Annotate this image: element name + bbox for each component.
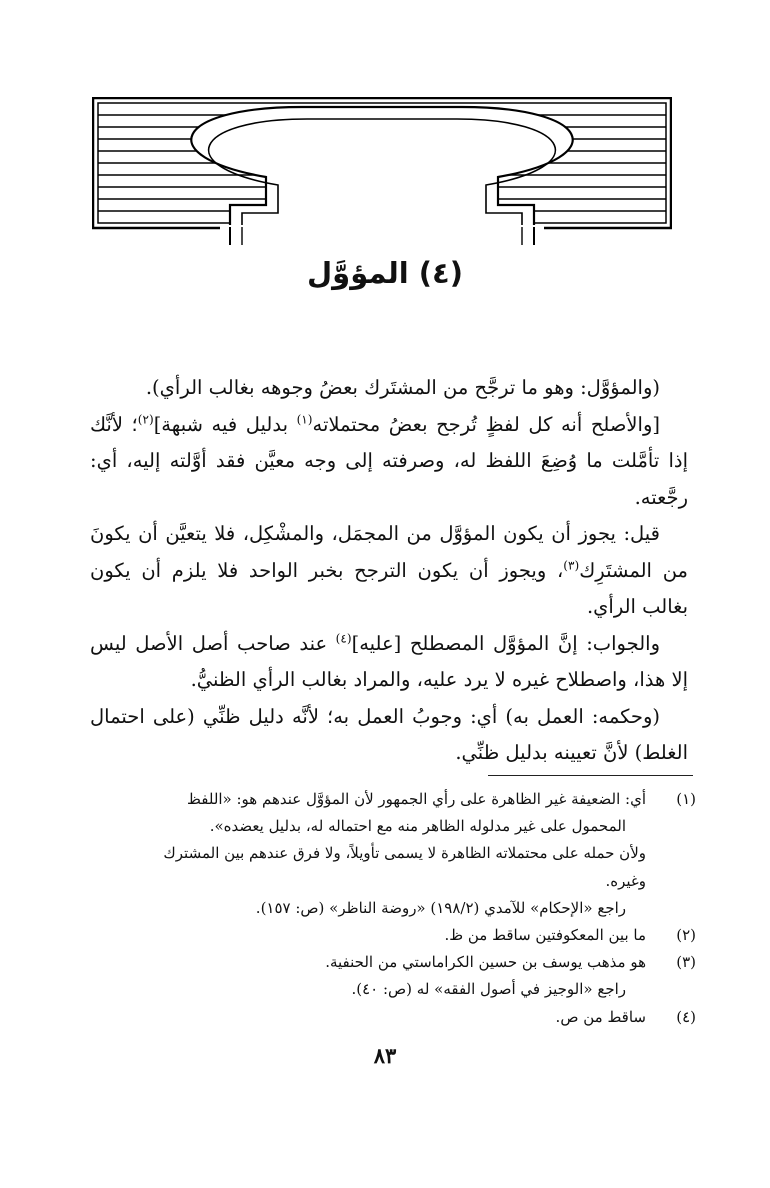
footnote-4 (76, 1004, 696, 1031)
text-run: [والأصلح أنه كل لفظٍ تُرجح بعضُ محتملاته (312, 412, 660, 436)
footnote-line: أي: الضعيفة غير الظاهرة على رأي الجمهور لأن المؤوَّل عندهم هو: «اللفظ (187, 790, 646, 808)
footnote-line: ما بين المعكوفتين ساقط من ظ. (444, 926, 646, 945)
footnote-line: ولأن حمله على محتملاته الظاهرة لا يسمى تأويلاً، ولا فرق عندهم بين المشترك (163, 844, 646, 863)
footnote-number: (٢) (676, 926, 696, 945)
footnote-ref-2: (٢) (137, 412, 154, 426)
chapter-title: (٤) المؤوَّل (307, 256, 463, 290)
footnotes (76, 786, 696, 1031)
text-run: والجواب: إنَّ المؤوَّل المصطلح [عليه] (351, 631, 660, 655)
footnote-ref-4: (٤) (335, 631, 352, 645)
footnote-line: ساقط من ص. (555, 1007, 646, 1026)
text-run: ، ويجوز أن يكون الترجح بخبر الواحد فلا يلزم أن يكون بغالب الرأي. (90, 558, 688, 618)
footnote-line: المحمول على غير مدلوله الظاهر منه مع احتماله له، بدليل يعضده». (209, 817, 626, 836)
text-run: بدليل فيه شبهة] (153, 412, 297, 436)
footnote-line: وغيره. (605, 871, 646, 890)
header-ornament (92, 97, 672, 247)
page-number: ٨٣ (373, 1043, 397, 1068)
paragraph-objection (90, 516, 688, 626)
text-run: قيل: يجوز أن يكون المؤوَّل من المجمَل، والمشْكِل، فلا يتعيَّن أن يكونَ من المشتَرِك (90, 522, 688, 582)
footnote-separator (488, 775, 693, 776)
paragraph-better-definition (90, 407, 688, 517)
footnote-line: راجع «الوجيز في أصول الفقه» له (ص: ٤٠). (351, 980, 626, 999)
text-run: ؛ لأنَّك إذا تأمَّلت ما وُضِعَ اللفظ له، وصرفته إلى وجه معيَّن فقد أوَّلته إليه، أي: رجَّعته. (90, 412, 688, 509)
paragraph-ruling: (وحكمه: العمل به) أي: وجوبُ العمل به؛ لأنَّه دليل ظنِّي (على احتمال الغلط) لأنَّ تعيينه بدليل ظنِّي. (90, 704, 688, 764)
footnote-number: (٤) (676, 1007, 696, 1026)
footnote-line: راجع «الإحكام» للآمدي (١٩٨/٢) «روضة الناظر» (ص: ١٥٧). (255, 898, 626, 917)
footnote-2 (76, 922, 696, 949)
footnote-ref-3: (٣) (563, 558, 580, 572)
footnote-3 (76, 949, 696, 1003)
text-run: عند صاحب أصل الأصل ليس إلا هذا، واصطلاح غيره لا يرد عليه، والمراد بغالب الرأي الظنيُّ. (90, 631, 688, 691)
footnote-number: (٣) (676, 953, 696, 972)
footnote-1 (76, 786, 696, 922)
body-text (90, 370, 688, 772)
paragraph-definition: (والمؤوَّل: وهو ما ترجَّح من المشتَرك بعضُ وجوهه بغالب الرأي). (145, 376, 660, 399)
paragraph-answer (90, 626, 688, 699)
footnote-number: (١) (676, 790, 696, 808)
footnote-ref-1: (١) (296, 412, 313, 426)
footnote-line: هو مذهب يوسف بن حسين الكراماستي من الحنفية. (325, 953, 646, 972)
